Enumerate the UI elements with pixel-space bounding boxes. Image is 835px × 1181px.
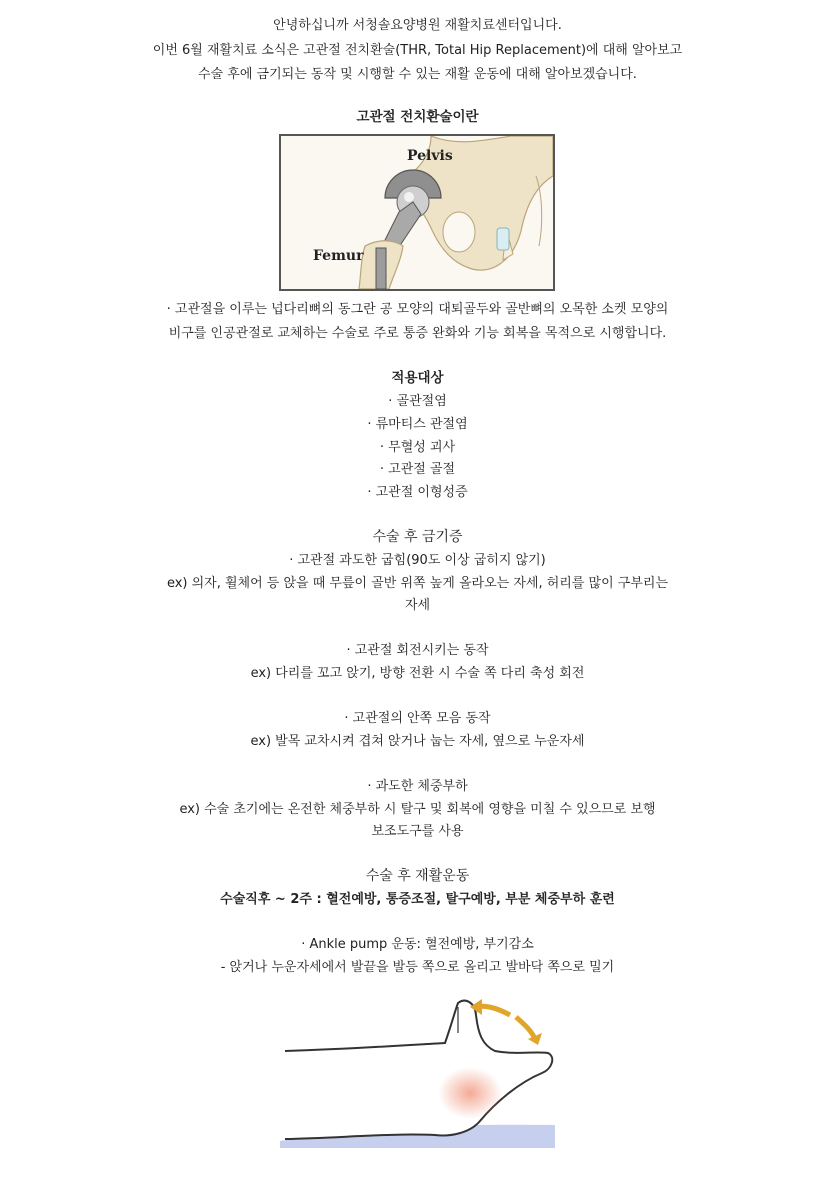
contra-item-2-title: · 고관절 회전시키는 동작 <box>346 643 489 658</box>
ankle-pump-figure <box>280 993 555 1148</box>
indication-item: · 고관절 골절 <box>379 462 456 477</box>
indication-item: · 무혈성 괴사 <box>379 440 456 455</box>
contra-item-1-example-cont: 자세 <box>404 598 431 613</box>
contra-item-4-title: · 과도한 체중부하 <box>367 779 468 794</box>
intro-line-1: 안녕하십니까 서청솔요양병원 재활치료센터입니다. <box>273 18 562 33</box>
section-heading-what-is: 고관절 전치환술이란 <box>356 109 479 125</box>
indication-item: · 고관절 이형성증 <box>367 485 468 500</box>
contra-item-4-example: ex) 수술 초기에는 온전한 체중부하 시 탈구 및 회복에 영향을 미칠 수 있으므로 보행 <box>179 802 656 817</box>
ankle-pump-title: · Ankle pump 운동: 혈전예방, 부기감소 <box>301 937 534 952</box>
hip-implant-figure <box>279 134 555 291</box>
contra-item-1-example: ex) 의자, 휠체어 등 앉을 때 무릎이 골반 위쪽 높게 올라오는 자세, 허리를 많이 구부리는 <box>166 576 669 591</box>
what-is-desc-1: · 고관절을 이루는 넙다리뼈의 동그란 공 모양의 대퇴골두와 골반뼈의 오목한 소켓 모양의 <box>166 302 669 317</box>
what-is-desc-2: 비구를 인공관절로 교체하는 수술로 주로 통증 완화와 기능 회복을 목적으로 시행합니다. <box>168 326 667 341</box>
indication-item: · 골관절염 <box>388 394 447 409</box>
contra-item-2-example: ex) 다리를 꼬고 앉기, 방향 전환 시 수술 쪽 다리 축성 회전 <box>250 666 585 681</box>
section-heading-contraindications: 수술 후 금기증 <box>372 529 463 545</box>
rehab-phase: 수술직후 ~ 2주 : 혈전예방, 통증조절, 탈구예방, 부분 체중부하 훈련 <box>220 892 615 907</box>
ankle-pump-desc: - 앉거나 누운자세에서 발끝을 발등 쪽으로 올리고 발바닥 쪽으로 밀기 <box>220 960 615 975</box>
section-heading-rehab: 수술 후 재활운동 <box>365 868 470 884</box>
section-heading-indications: 적용대상 <box>391 370 444 386</box>
femur-label: Femur <box>313 248 364 264</box>
intro-line-2: 이번 6월 재활치료 소식은 고관절 전치환술(THR, Total Hip Replacement)에 대해 알아보고 <box>152 43 683 58</box>
contra-item-4-example-cont: 보조도구를 사용 <box>371 824 464 839</box>
pelvis-label: Pelvis <box>407 148 453 164</box>
contra-item-1-title: · 고관절 과도한 굽힘(90도 이상 굽히지 않기) <box>289 553 546 568</box>
contra-item-3-title: · 고관절의 안쪽 모음 동작 <box>344 711 491 726</box>
intro-line-3: 수술 후에 금기되는 동작 및 시행할 수 있는 재활 운동에 대해 알아보겠습니다. <box>198 67 637 82</box>
indication-item: · 류마티스 관절염 <box>367 417 468 432</box>
contra-item-3-example: ex) 발목 교차시켜 겹쳐 앉거나 눕는 자세, 옆으로 누운자세 <box>250 734 585 749</box>
